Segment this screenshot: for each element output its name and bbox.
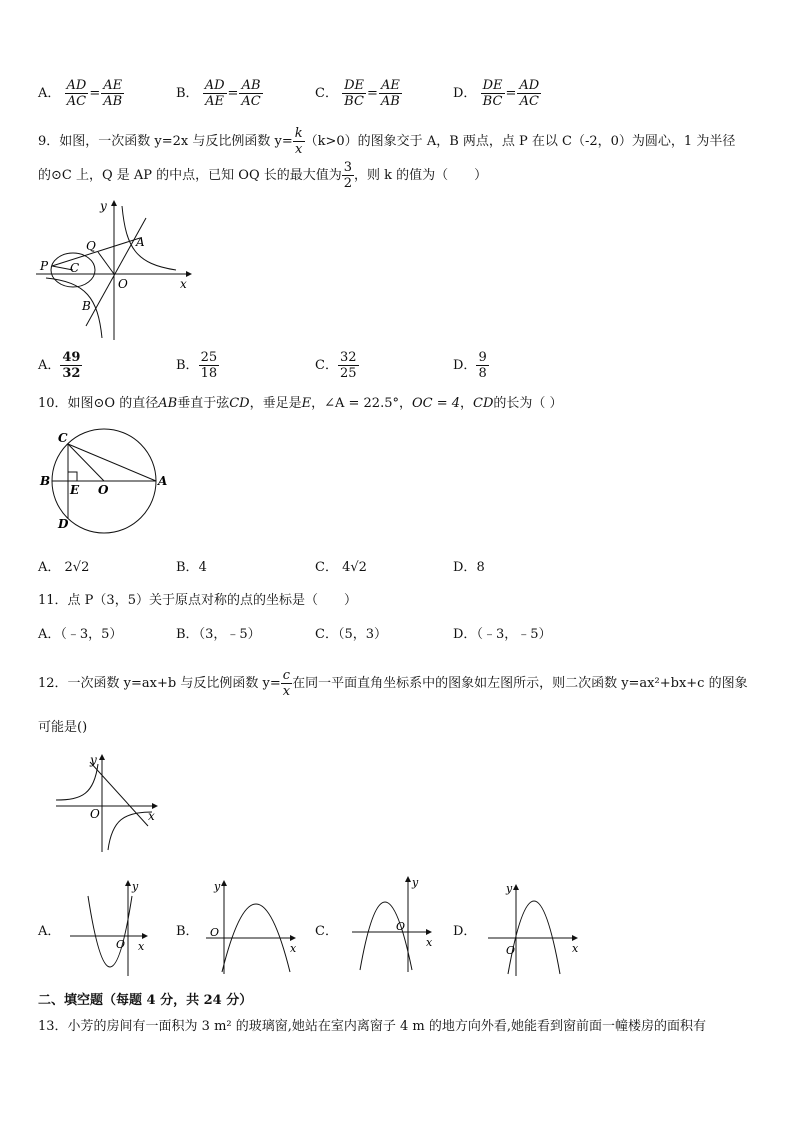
parabola bbox=[360, 902, 412, 970]
fraction: $\frac{AE}{AB}$ bbox=[380, 78, 400, 109]
q11-option-a: A．（﹣3，5） bbox=[38, 627, 123, 642]
y-axis-arrow bbox=[405, 876, 411, 882]
y-axis-arrow bbox=[221, 880, 227, 886]
segment-oq bbox=[98, 252, 114, 274]
label-x: x bbox=[572, 942, 579, 955]
fraction: $\frac{AD}{AC}$ bbox=[66, 78, 87, 109]
q11-option-b: B．（3，﹣5） bbox=[176, 627, 261, 642]
label-p: P bbox=[40, 259, 49, 273]
q12-reference-figure bbox=[52, 754, 162, 854]
fraction: $\frac{c}{x}$ bbox=[282, 668, 291, 699]
q9-option-d: D． $\frac{9}{8}$ bbox=[453, 350, 487, 381]
q12-text-cont: 可能是() bbox=[38, 720, 88, 735]
q9-line1: 9．如图，一次函数 y=2x 与反比例函数 y= $\frac{k}{x}$ （k>0）的图象交于 A，B 两点，点 P 在以 C（-2，0）为圆心，1 为半径 bbox=[38, 126, 736, 157]
segment-co bbox=[68, 444, 104, 481]
q12-option-a-label: A． bbox=[38, 924, 61, 939]
label-o: O bbox=[118, 277, 128, 291]
q12-option-d-label: D． bbox=[453, 924, 477, 939]
q8-option-a: A． $\frac{AD}{AC}$ = $\frac{AE}{AB}$ bbox=[38, 78, 123, 109]
label-o: O bbox=[90, 807, 100, 821]
label-y: y bbox=[412, 876, 419, 889]
label-y: y bbox=[90, 753, 97, 767]
q11-option-c: C．（5，3） bbox=[315, 627, 387, 642]
label-c: C bbox=[70, 261, 80, 275]
q8-option-c: C． $\frac{DE}{BC}$ = $\frac{AE}{AB}$ bbox=[315, 78, 400, 109]
hyperbola-branch-1 bbox=[56, 764, 98, 800]
q9-option-b: B． $\frac{25}{18}$ bbox=[176, 350, 218, 381]
x-axis-arrow bbox=[142, 933, 148, 939]
x-axis-arrow bbox=[426, 929, 432, 935]
q9-figure bbox=[36, 198, 196, 343]
label-y: y bbox=[506, 882, 513, 895]
x-axis-arrow bbox=[290, 935, 296, 941]
q12-text: 12．一次函数 y=ax+b 与反比例函数 y= $\frac{c}{x}$ 在同一平面直角坐标系中的图象如左图所示，则二次函数 y=ax²+bx+c 的图象 bbox=[38, 668, 748, 699]
fraction: $\frac{49}{32}$ bbox=[62, 350, 81, 381]
label-a: A bbox=[136, 235, 145, 249]
fraction: $\frac{DE}{BC}$ bbox=[482, 78, 503, 109]
label-o: O bbox=[506, 944, 516, 957]
q8-option-d: D． $\frac{DE}{BC}$ = $\frac{AD}{AC}$ bbox=[453, 78, 540, 109]
fraction: $\frac{k}{x}$ bbox=[294, 126, 303, 157]
fraction: $\frac{DE}{BC}$ bbox=[344, 78, 365, 109]
fraction: $\frac{3}{2}$ bbox=[343, 160, 353, 191]
fraction: $\frac{25}{18}$ bbox=[200, 350, 218, 381]
fraction: $\frac{32}{25}$ bbox=[339, 350, 357, 381]
label-q: Q bbox=[86, 239, 96, 253]
q12-option-b-label: B． bbox=[176, 924, 199, 939]
label-y: y bbox=[100, 199, 107, 213]
q9-option-a: A． $\frac{49}{32}$ bbox=[38, 350, 81, 381]
q13-text: 13．小芳的房间有一面积为 3 m² 的玻璃窗,她站在室内离窗子 4 m 的地方向外看,她能看到窗前面一幢楼房的面积有 bbox=[38, 1019, 707, 1034]
q10-option-a: A． 2√2 bbox=[38, 560, 90, 575]
x-axis-arrow bbox=[572, 935, 578, 941]
fraction: $\frac{AD}{AE}$ bbox=[204, 78, 225, 109]
label-x: x bbox=[180, 277, 187, 291]
y-axis-arrow bbox=[111, 200, 117, 206]
fraction: $\frac{AE}{AB}$ bbox=[103, 78, 123, 109]
label-x: x bbox=[290, 942, 297, 955]
fraction: $\frac{9}{8}$ bbox=[478, 350, 487, 381]
q10-text: 10．如图⊙O 的直径AB垂直于弦CD，垂足是E，∠A = 22.5°，OC = 4，CD的长为（ ） bbox=[38, 396, 563, 411]
label-c: C bbox=[58, 431, 68, 445]
q12-option-a-graph bbox=[66, 878, 156, 978]
label-d: D bbox=[58, 517, 69, 531]
label-o: O bbox=[396, 920, 406, 933]
q12-option-c-label: C． bbox=[315, 924, 338, 939]
right-angle-mark bbox=[68, 472, 77, 481]
hyperbola-branch-1 bbox=[122, 206, 176, 270]
label-o: O bbox=[116, 938, 126, 951]
label-y: y bbox=[132, 880, 139, 893]
label-b: B bbox=[82, 299, 91, 313]
label-a: A bbox=[158, 474, 168, 488]
q10-option-b: B．4 bbox=[176, 560, 207, 575]
q9-option-c: C． $\frac{32}{25}$ bbox=[315, 350, 357, 381]
q10-option-c: C． 4√2 bbox=[315, 560, 367, 575]
q8-option-b: B． $\frac{AD}{AE}$ = $\frac{AB}{AC}$ bbox=[176, 78, 261, 109]
y-axis-arrow bbox=[99, 754, 105, 760]
label-x: x bbox=[426, 936, 433, 949]
section-title: 二、填空题（每题 4 分，共 24 分） bbox=[38, 993, 253, 1008]
hyperbola-branch-2 bbox=[108, 812, 152, 850]
label-x: x bbox=[138, 940, 145, 953]
q11-text: 11．点 P（3，5）关于原点对称的点的坐标是（ ） bbox=[38, 593, 357, 608]
label-e: E bbox=[70, 483, 80, 497]
label-y: y bbox=[214, 880, 221, 893]
y-axis-arrow bbox=[513, 884, 519, 890]
parabola bbox=[88, 896, 132, 967]
x-axis-arrow bbox=[186, 271, 192, 277]
label-o: O bbox=[210, 926, 220, 939]
label-x: x bbox=[148, 809, 155, 823]
fraction: $\frac{AB}{AC}$ bbox=[241, 78, 261, 109]
fraction: $\frac{AD}{AC}$ bbox=[519, 78, 540, 109]
q12-option-b-graph bbox=[204, 876, 299, 976]
q11-option-d: D．（﹣3，﹣5） bbox=[453, 627, 552, 642]
q12-option-c-graph bbox=[350, 874, 445, 974]
q10-option-d: D．8 bbox=[453, 560, 485, 575]
y-axis-arrow bbox=[125, 880, 131, 886]
label-o: O bbox=[98, 483, 109, 497]
q12-option-d-graph bbox=[486, 878, 586, 978]
q10-figure bbox=[38, 426, 178, 536]
label-b: B bbox=[40, 474, 51, 488]
q9-line2: 的⊙C 上，Q 是 AP 的中点，已知 OQ 长的最大值为 $\frac{3}{2}$ ，则 k 的值为（ ） bbox=[38, 160, 488, 191]
segment-ca bbox=[68, 444, 156, 481]
